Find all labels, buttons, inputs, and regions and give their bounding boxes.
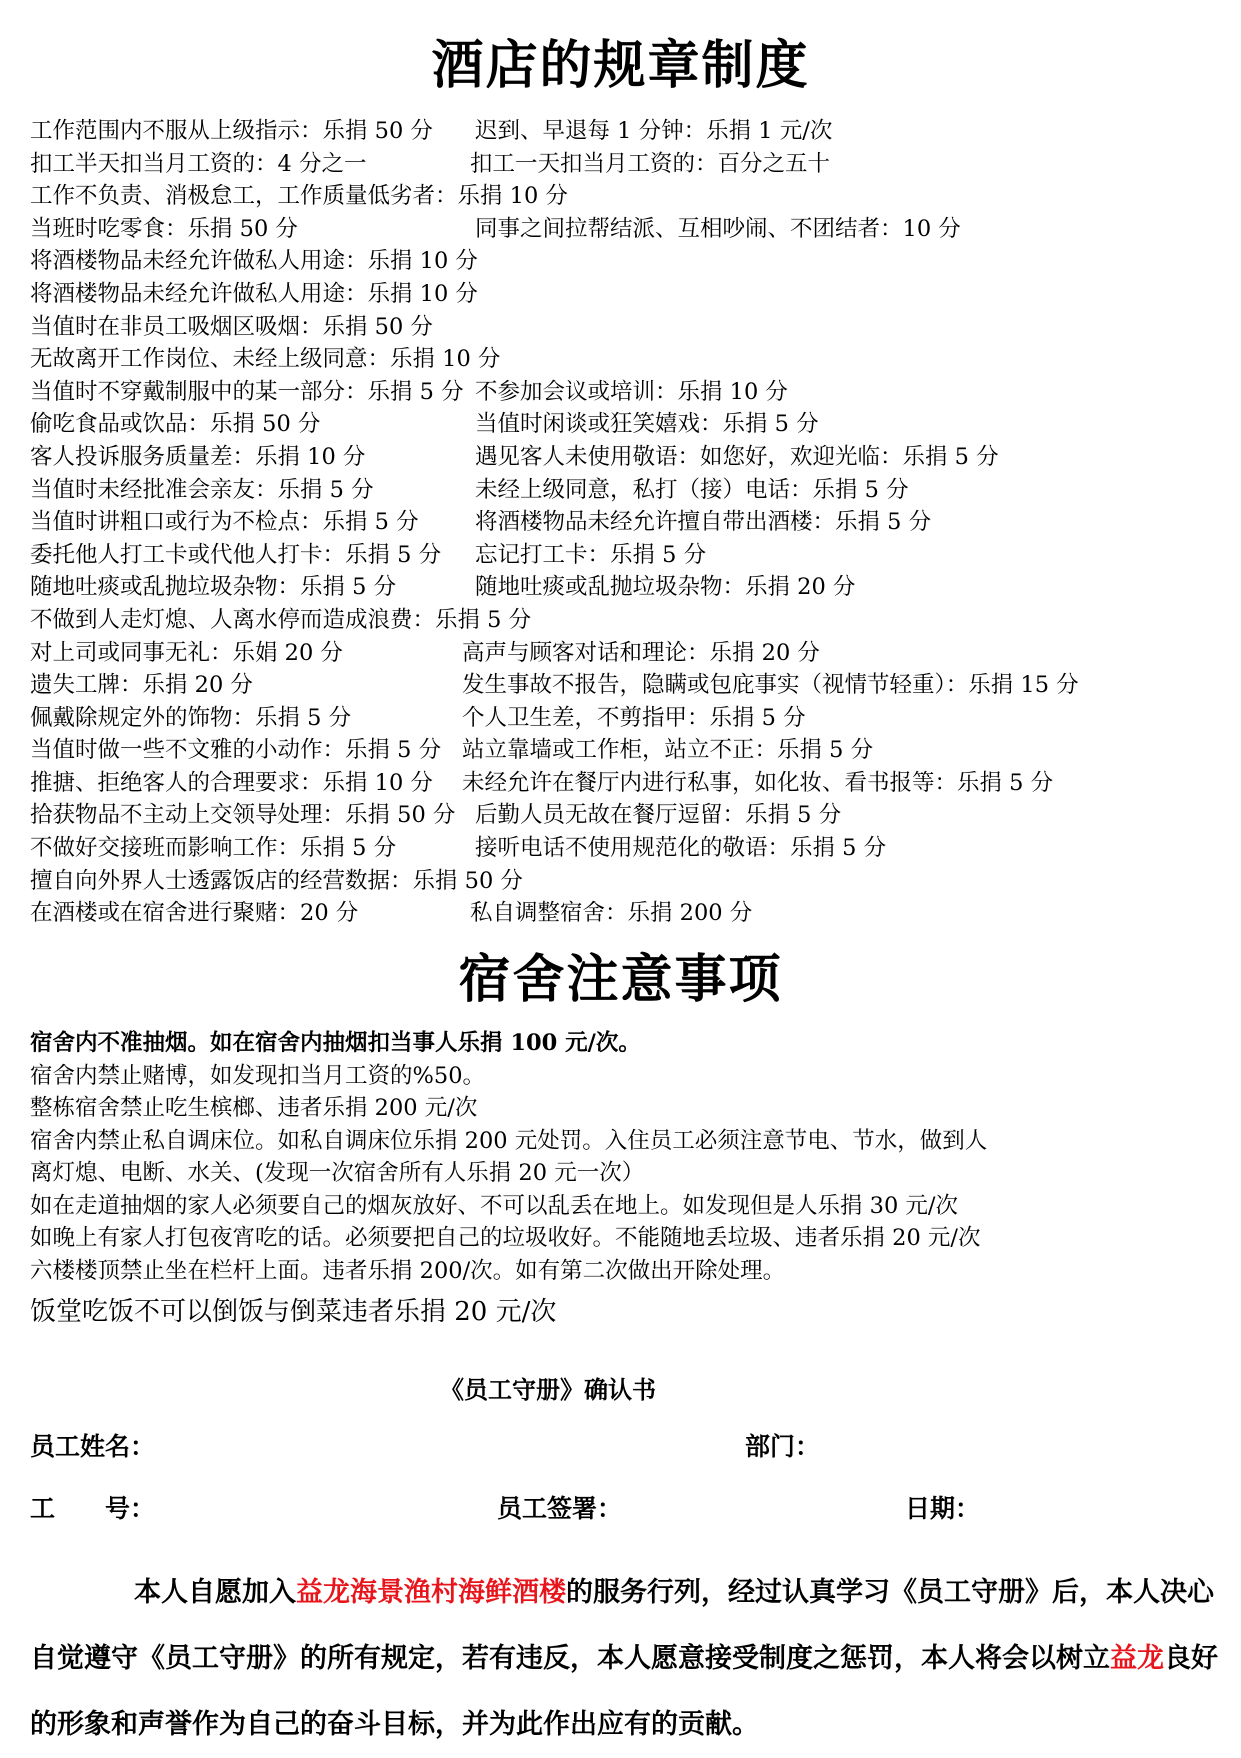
rule-right: 扣工一天扣当月工资的：百分之五十 — [470, 150, 831, 177]
dorm-note: 宿舍内不准抽烟。如在宿舍内抽烟扣当事人乐捐 100 元/次。 — [30, 1030, 641, 1056]
rule-right: 未经允许在餐厅内进行私事，如化妆、看书报等：乐捐 5 分 — [462, 769, 1054, 796]
rule-right: 未经上级同意，私打（接）电话：乐捐 5 分 — [475, 476, 909, 503]
rule-row — [30, 832, 1220, 865]
rule-row — [30, 213, 1220, 246]
rule-left: 擅自向外界人士透露饭店的经营数据：乐捐 50 分 — [30, 867, 523, 894]
rule-right: 接听电话不使用规范化的敬语：乐捐 5 分 — [475, 835, 887, 862]
rule-left: 客人投诉服务质量差：乐捐 10 分 — [30, 443, 366, 470]
rule-left: 当值时讲粗口或行为不检点：乐捐 5 分 — [30, 509, 419, 536]
rule-row — [30, 506, 1220, 539]
dorm-notes — [30, 1027, 1220, 1329]
rule-row — [30, 311, 1220, 344]
rule-row — [30, 669, 1220, 702]
rule-right: 站立靠墙或工作柜，站立不正：乐捐 5 分 — [462, 737, 874, 764]
rule-right: 不参加会议或培训：乐捐 10 分 — [475, 378, 788, 405]
dorm-note: 如在走道抽烟的家人必须要自己的烟灰放好、不可以乱丢在地上。如发现但是人乐捐 30 元/次 — [30, 1192, 959, 1219]
dorm-note: 宿舍内禁止私自调床位。如私自调床位乐捐 200 元处罚。入住员工必须注意节电、节水，做到人 — [30, 1127, 988, 1154]
confirmation-title: 《员工守册》确认书 — [440, 1375, 656, 1404]
company-name: 益龙海景渔村海鲜酒楼 — [296, 1577, 566, 1608]
date-label: 日期： — [905, 1494, 981, 1523]
rule-left: 工作不负责、消极怠工，工作质量低劣者：乐捐 10 分 — [30, 183, 568, 210]
rule-row — [30, 702, 1220, 735]
rule-row — [30, 897, 1220, 930]
brand-name: 益龙 — [1110, 1643, 1164, 1674]
dorm-note: 饭堂吃饭不可以倒饭与倒菜违者乐捐 20 元/次 — [30, 1297, 557, 1327]
department-label: 部门： — [745, 1432, 821, 1461]
rule-right: 忘记打工卡：乐捐 5 分 — [475, 541, 707, 568]
rule-row — [30, 539, 1220, 572]
rule-left: 遗失工牌：乐捐 20 分 — [30, 672, 253, 699]
rule-left: 不做到人走灯熄、人离水停而造成浪费：乐捐 5 分 — [30, 606, 532, 633]
rule-row — [30, 865, 1220, 898]
rule-left: 将酒楼物品未经允许做私人用途：乐捐 10 分 — [30, 248, 478, 275]
rule-right: 将酒楼物品未经允许擅自带出酒楼：乐捐 5 分 — [475, 509, 932, 536]
rule-row — [30, 180, 1220, 213]
rule-left: 偷吃食品或饮品：乐捐 50 分 — [30, 411, 321, 438]
rule-right: 遇见客人未使用敬语：如您好，欢迎光临：乐捐 5 分 — [475, 443, 999, 470]
employee-id-label: 工 号： — [30, 1494, 156, 1523]
rule-left: 佩戴除规定外的饰物：乐捐 5 分 — [30, 704, 352, 731]
rule-row — [30, 441, 1220, 474]
rule-right: 高声与顾客对话和理论：乐捐 20 分 — [462, 639, 820, 666]
rule-row — [30, 148, 1220, 181]
rule-left: 对上司或同事无礼：乐娟 20 分 — [30, 639, 343, 666]
rule-left: 当值时做一些不文雅的小动作：乐捐 5 分 — [30, 737, 442, 764]
rule-row — [30, 734, 1220, 767]
rule-right: 私自调整宿舍：乐捐 200 分 — [470, 900, 753, 927]
rule-left: 推搪、拒绝客人的合理要求：乐捐 10 分 — [30, 769, 433, 796]
rule-left: 工作范围内不服从上级指示：乐捐 50 分 — [30, 118, 433, 144]
rule-row — [30, 245, 1220, 278]
declaration-text: 的服务行列，经过认真学习《员工守册》后，本人决心自觉遵守《员工守册》的所有规定，若有违反，本人愿意接受制度之惩罚，本人将会以树立 — [30, 1577, 1214, 1674]
dorm-note: 如晚上有家人打包夜宵吃的话。必须要把自己的垃圾收好。不能随地丢垃圾、违者乐捐 20 元/次 — [30, 1225, 981, 1251]
rule-row — [30, 408, 1220, 441]
rule-left: 无故离开工作岗位、未经上级同意：乐捐 10 分 — [30, 346, 501, 373]
rule-row — [30, 799, 1220, 832]
dorm-title: 宿舍注意事项 — [458, 950, 783, 1010]
dorm-note: 宿舍内禁止赌博，如发现扣当月工资的%50。 — [30, 1062, 486, 1089]
dorm-note: 离灯熄、电断、水关、(发现一次宿舍所有人乐捐 20 元一次） — [30, 1160, 645, 1186]
rule-right: 发生事故不报告，隐瞒或包庇事实（视情节轻重）：乐捐 15 分 — [462, 672, 1079, 699]
rule-right: 个人卫生差，不剪指甲：乐捐 5 分 — [462, 704, 806, 731]
employee-signature-label: 员工签署： — [497, 1494, 623, 1523]
declaration-text: 良好的形象和声誉作为自己的奋斗目标，并为此作出应有的贡献。 — [30, 1643, 1218, 1740]
declaration-text: 本人自愿加入 — [134, 1577, 296, 1608]
rule-left: 委托他人打工卡或代他人打卡：乐捐 5 分 — [30, 541, 442, 568]
rule-left: 拾获物品不主动上交领导处理：乐捐 50 分 — [30, 802, 456, 829]
rule-row — [30, 571, 1220, 604]
rule-right: 同事之间拉帮结派、互相吵闹、不团结者：10 分 — [475, 215, 961, 242]
rule-right: 随地吐痰或乱抛垃圾杂物：乐捐 20 分 — [475, 574, 856, 601]
rule-row — [30, 474, 1220, 507]
rule-row — [30, 343, 1220, 376]
rule-left: 扣工半天扣当月工资的：4 分之一 — [30, 150, 367, 177]
rules-list — [30, 115, 1220, 930]
rule-right: 后勤人员无故在餐厅逗留：乐捐 5 分 — [475, 802, 842, 829]
rule-left: 当班时吃零食：乐捐 50 分 — [30, 215, 298, 242]
rule-right: 迟到、早退每 1 分钟：乐捐 1 元/次 — [475, 118, 833, 144]
rule-left: 随地吐痰或乱抛垃圾杂物：乐捐 5 分 — [30, 574, 397, 601]
dorm-note: 整栋宿舍禁止吃生槟榔、违者乐捐 200 元/次 — [30, 1095, 478, 1121]
rule-right: 当值时闲谈或狂笑嬉戏：乐捐 5 分 — [475, 411, 819, 438]
dorm-note: 六楼楼顶禁止坐在栏杆上面。违者乐捐 200/次。如有第二次做出开除处理。 — [30, 1257, 786, 1284]
rule-row — [30, 278, 1220, 311]
rule-left: 将酒楼物品未经允许做私人用途：乐捐 10 分 — [30, 280, 478, 307]
rule-row — [30, 115, 1220, 148]
rule-left: 在酒楼或在宿舍进行聚赌：20 分 — [30, 900, 359, 927]
rule-row — [30, 767, 1220, 800]
rule-left: 当值时在非员工吸烟区吸烟：乐捐 50 分 — [30, 313, 433, 340]
rule-left: 不做好交接班而影响工作：乐捐 5 分 — [30, 835, 397, 862]
employee-name-label: 员工姓名： — [30, 1432, 156, 1461]
rule-row — [30, 376, 1220, 409]
rule-left: 当值时未经批准会亲友：乐捐 5 分 — [30, 476, 374, 503]
rule-row — [30, 637, 1220, 670]
rule-row — [30, 604, 1220, 637]
rule-left: 当值时不穿戴制服中的某一部分：乐捐 5 分 — [30, 378, 464, 405]
declaration-paragraph — [30, 1560, 1220, 1758]
rules-title: 酒店的规章制度 — [431, 36, 810, 96]
